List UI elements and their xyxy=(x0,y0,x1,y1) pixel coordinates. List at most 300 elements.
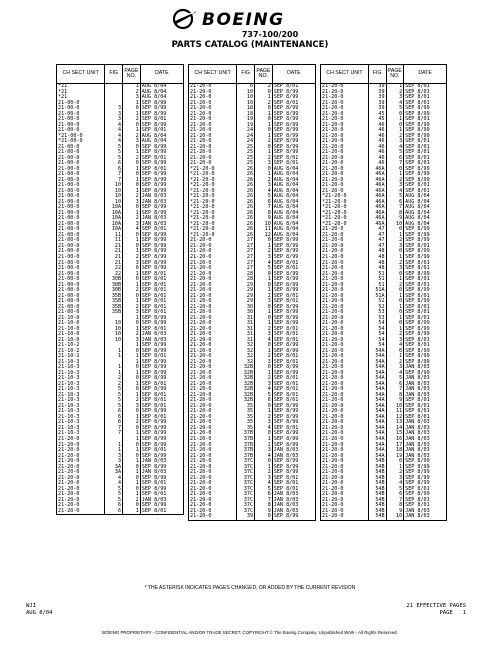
cell-fig: 54A xyxy=(368,443,386,449)
cell-ch-sect-unit: 21-10-0 xyxy=(57,316,105,322)
cell-fig: 54B xyxy=(368,476,386,482)
cell-fig: 6 xyxy=(105,503,123,509)
cell-date: SEP 8/99 xyxy=(272,244,315,250)
cell-fig: 54B xyxy=(368,514,386,520)
cell-date: SEP 8/99 xyxy=(272,128,315,134)
cell-ch-sect-unit: 21-20-0 xyxy=(189,238,237,244)
cell-page: 0 xyxy=(123,172,141,178)
header-page-no: PAGE NO. xyxy=(386,65,404,84)
cell-page: 0 xyxy=(255,514,273,520)
cell-date: JAN 8/03 xyxy=(140,200,183,206)
cell-fig: 5 xyxy=(105,150,123,156)
cell-date: SEP 8/01 xyxy=(272,354,315,360)
cell-fig: 27 xyxy=(237,255,255,261)
cell-ch-sect-unit: 21-20-0 xyxy=(57,492,105,498)
cell-date: SEP 8/99 xyxy=(140,238,183,244)
cell-fig: 6 xyxy=(105,415,123,421)
cell-page: 0 xyxy=(123,503,141,509)
cell-date: SEP 8/01 xyxy=(404,189,447,195)
cell-date: SEP 8/99 xyxy=(140,316,183,322)
cell-fig: 39 xyxy=(368,90,386,96)
cell-date: SEP 8/01 xyxy=(140,404,183,410)
cell-fig: 46 xyxy=(368,128,386,134)
cell-ch-sect-unit: 21-20-0 xyxy=(321,244,369,250)
cell-date: SEP 8/01 xyxy=(140,305,183,311)
cell-page: 1 xyxy=(123,112,141,118)
cell-ch-sect-unit: 21-20-0 xyxy=(189,382,237,388)
cell-date: SEP 8/01 xyxy=(404,398,447,404)
cell-date: JAN 8/03 xyxy=(404,514,447,520)
cell-ch-sect-unit: 21-20-0 xyxy=(189,514,237,520)
cell-fig: 19 xyxy=(237,123,255,129)
cell-page: 11 xyxy=(386,409,404,415)
cell-page: 0 xyxy=(386,227,404,233)
cell-date: SEP 8/01 xyxy=(140,288,183,294)
cell-page: 1 xyxy=(255,371,273,377)
cell-page: 0 xyxy=(123,426,141,432)
cell-ch-sect-unit: 21-20-0 xyxy=(189,387,237,393)
cell-page: 17 xyxy=(386,443,404,449)
cell-ch-sect-unit: 21-20-0 xyxy=(321,95,369,101)
cell-date: SEP 8/01 xyxy=(272,161,315,167)
cell-page: 1 xyxy=(123,84,141,90)
cell-page: 3 xyxy=(123,222,141,228)
cell-fig: 30B xyxy=(105,283,123,289)
cell-date: SEP 8/01 xyxy=(404,277,447,283)
cell-ch-sect-unit: 21-20-0 xyxy=(321,415,369,421)
cell-page: 9 xyxy=(386,398,404,404)
cell-page: 3 xyxy=(386,139,404,145)
cell-page: 0 xyxy=(123,365,141,371)
cell-page: 2 xyxy=(386,90,404,96)
cell-ch-sect-unit: *21-20-0 xyxy=(189,211,237,217)
cell-date: SEP 8/01 xyxy=(140,128,183,134)
cell-page: 1 xyxy=(386,327,404,333)
cell-date: SEP 8/99 xyxy=(272,415,315,421)
cell-ch-sect-unit: 21-10-3 xyxy=(57,371,105,377)
cell-ch-sect-unit: *21-20-0 xyxy=(189,233,237,239)
cell-page: 2 xyxy=(255,443,273,449)
cell-fig: 32 xyxy=(237,343,255,349)
cell-date: JAN 8/03 xyxy=(272,503,315,509)
cell-ch-sect-unit: 21-00-0 xyxy=(57,211,105,217)
cell-date: SEP 8/99 xyxy=(272,431,315,437)
cell-fig: 47 xyxy=(368,238,386,244)
cell-ch-sect-unit: 21-20-0 xyxy=(189,139,237,145)
cell-page: 0 xyxy=(386,167,404,173)
cell-ch-sect-unit: 21-20-0 xyxy=(189,261,237,267)
cell-ch-sect-unit: 21-20-0 xyxy=(321,514,369,520)
cell-date: SEP 8/99 xyxy=(140,178,183,184)
cell-fig: 54A xyxy=(368,360,386,366)
cell-date: SEP 8/99 xyxy=(140,409,183,415)
cell-page: 0 xyxy=(255,145,273,151)
cell-page: 1 xyxy=(255,150,273,156)
cell-ch-sect-unit: 21-00-0 xyxy=(57,266,105,272)
cell-page: 5 xyxy=(386,150,404,156)
cell-page: 2 xyxy=(386,360,404,366)
cell-fig: 3 xyxy=(105,112,123,118)
cell-page: 1 xyxy=(386,128,404,134)
cell-date: SEP 8/99 xyxy=(272,310,315,316)
cell-date: SEP 8/99 xyxy=(272,437,315,443)
cell-date: SEP 8/01 xyxy=(272,481,315,487)
footer-code: WJI xyxy=(26,603,36,609)
cell-page: 1 xyxy=(123,211,141,217)
cell-fig: 51 xyxy=(368,272,386,278)
cell-fig: 46A xyxy=(368,183,386,189)
header-ch-sect-unit: CH SECT UNIT xyxy=(321,65,369,84)
cell-page: 0 xyxy=(123,244,141,250)
cell-page: 0 xyxy=(255,128,273,134)
cell-page: 1 xyxy=(123,128,141,134)
cell-date: SEP 8/01 xyxy=(272,101,315,107)
cell-ch-sect-unit: 21-20-0 xyxy=(189,327,237,333)
cell-ch-sect-unit: 21-20-0 xyxy=(189,90,237,96)
cell-fig: 3 xyxy=(105,117,123,123)
cell-date: SEP 8/99 xyxy=(404,172,447,178)
cell-page: 2 xyxy=(123,194,141,200)
cell-date: SEP 8/01 xyxy=(140,294,183,300)
cell-date: AUG 8/04 xyxy=(404,216,447,222)
cell-page: 3 xyxy=(255,183,273,189)
cell-fig: 46 xyxy=(368,161,386,167)
cell-ch-sect-unit: 21-20-0 xyxy=(189,272,237,278)
cell-page: 3 xyxy=(123,261,141,267)
cell-fig: 29 xyxy=(237,294,255,300)
cell-date: SEP 8/99 xyxy=(272,90,315,96)
cell-page: 1 xyxy=(123,415,141,421)
cell-page: 5 xyxy=(386,487,404,493)
cell-page: 4 xyxy=(386,371,404,377)
cell-date: AUG 8/04 xyxy=(404,211,447,217)
cell-page: 1 xyxy=(123,393,141,399)
cell-ch-sect-unit: 21-10-3 xyxy=(57,431,105,437)
cell-date: SEP 8/01 xyxy=(404,294,447,300)
cell-date: AUG 8/04 xyxy=(272,216,315,222)
cell-ch-sect-unit: 21-20-0 xyxy=(321,128,369,134)
cell-ch-sect-unit: 21-20-0 xyxy=(321,459,369,465)
cell-ch-sect-unit: 21-20-0 xyxy=(321,454,369,460)
cell-date: SEP 8/99 xyxy=(404,459,447,465)
cell-page: 9 xyxy=(255,216,273,222)
cell-fig: 31 xyxy=(237,327,255,333)
cell-page: 3 xyxy=(123,95,141,101)
cell-fig: 48 xyxy=(368,249,386,255)
cell-date: SEP 8/01 xyxy=(272,299,315,305)
cell-date: SEP 8/01 xyxy=(272,338,315,344)
cell-page: 1 xyxy=(123,238,141,244)
cell-ch-sect-unit: 21-10-3 xyxy=(57,376,105,382)
cell-page: 4 xyxy=(386,101,404,107)
cell-fig: 32 xyxy=(237,349,255,355)
cell-date: SEP 8/01 xyxy=(404,310,447,316)
cell-date: AUG 8/04 xyxy=(404,205,447,211)
cell-fig: 26 xyxy=(237,227,255,233)
cell-ch-sect-unit: 21-20-0 xyxy=(321,272,369,278)
cell-ch-sect-unit: 21-20-0 xyxy=(321,84,369,90)
cell-ch-sect-unit: 21-00-0 xyxy=(57,106,105,112)
footer-effective-pages: 21 EFFECTIVE PAGES xyxy=(406,603,466,609)
cell-date: AUG 8/04 xyxy=(404,200,447,206)
cell-fig: 10A xyxy=(105,216,123,222)
cell-fig: 48 xyxy=(368,266,386,272)
cell-ch-sect-unit: 21-10-0 xyxy=(57,332,105,338)
cell-ch-sect-unit: 21-10-3 xyxy=(57,382,105,388)
cell-page: 5 xyxy=(386,376,404,382)
cell-page: 1 xyxy=(255,409,273,415)
cell-date: SEP 8/99 xyxy=(272,139,315,145)
cell-ch-sect-unit: 21-10-3 xyxy=(57,360,105,366)
cell-fig: 48 xyxy=(368,261,386,267)
cell-ch-sect-unit: 21-00-0 xyxy=(57,161,105,167)
cell-fig: 46A xyxy=(368,167,386,173)
cell-fig: 47 xyxy=(368,244,386,250)
cell-ch-sect-unit: 21-20-0 xyxy=(321,134,369,140)
cell-page: 3 xyxy=(386,95,404,101)
cell-ch-sect-unit: 21-20-0 xyxy=(189,156,237,162)
cell-page: 1 xyxy=(386,465,404,471)
cell-date: SEP 8/99 xyxy=(140,249,183,255)
table-header-row xyxy=(189,65,316,84)
cell-page: 1 xyxy=(123,150,141,156)
cell-fig: 31 xyxy=(237,316,255,322)
cell-ch-sect-unit: 21-20-0 xyxy=(321,448,369,454)
cell-page: 1 xyxy=(386,84,404,90)
cell-ch-sect-unit: 21-20-0 xyxy=(189,509,237,515)
cell-ch-sect-unit: 21-20-0 xyxy=(189,277,237,283)
cell-fig: 35 xyxy=(237,415,255,421)
cell-fig: 4 xyxy=(105,139,123,145)
cell-ch-sect-unit: 21-00-0 xyxy=(57,167,105,173)
cell-date: SEP 8/01 xyxy=(272,332,315,338)
cell-fig: 46 xyxy=(368,145,386,151)
cell-fig: 53 xyxy=(368,310,386,316)
cell-fig: 32B xyxy=(237,371,255,377)
cell-page: 1 xyxy=(123,249,141,255)
cell-fig: 46A xyxy=(368,216,386,222)
header-fig: FIG xyxy=(368,65,386,84)
cell-fig: 6 xyxy=(105,420,123,426)
footer-right xyxy=(406,603,466,617)
cell-ch-sect-unit: 21-20-0 xyxy=(321,338,369,344)
cell-date: SEP 8/99 xyxy=(404,255,447,261)
cell-date: SEP 8/99 xyxy=(272,272,315,278)
cell-date: JAN 8/03 xyxy=(404,420,447,426)
cell-page: 8 xyxy=(386,503,404,509)
cell-date: SEP 8/99 xyxy=(140,503,183,509)
cell-page: 2 xyxy=(123,288,141,294)
cell-ch-sect-unit: 21-20-0 xyxy=(189,409,237,415)
cell-date: SEP 8/01 xyxy=(404,409,447,415)
cell-fig: 21 xyxy=(105,249,123,255)
cell-fig: 1 xyxy=(105,365,123,371)
cell-page: 1 xyxy=(123,382,141,388)
cell-fig: 10A xyxy=(105,222,123,228)
cell-ch-sect-unit: 21-20-0 xyxy=(321,117,369,123)
cell-ch-sect-unit: 21-00-0 xyxy=(57,283,105,289)
cell-date: JAN 8/03 xyxy=(404,376,447,382)
cell-fig: 37C xyxy=(237,470,255,476)
cell-page: 1 xyxy=(123,360,141,366)
cell-page: 1 xyxy=(386,277,404,283)
cell-page: 3 xyxy=(386,244,404,250)
cell-page: 6 xyxy=(386,382,404,388)
cell-page: 2 xyxy=(386,332,404,338)
cell-date: JAN 8/03 xyxy=(404,393,447,399)
cell-date: AUG 8/04 xyxy=(272,167,315,173)
cell-page: 0 xyxy=(255,459,273,465)
cell-page: 6 xyxy=(255,200,273,206)
cell-ch-sect-unit: *21-20-0 xyxy=(321,205,369,211)
cell-page: 5 xyxy=(386,106,404,112)
cell-date: SEP 8/01 xyxy=(404,101,447,107)
cell-page: 1 xyxy=(255,288,273,294)
cell-ch-sect-unit: 21-00-0 xyxy=(57,305,105,311)
cell-page: 0 xyxy=(123,321,141,327)
cell-page: 0 xyxy=(386,288,404,294)
cell-date: SEP 8/99 xyxy=(140,465,183,471)
cell-ch-sect-unit: 21-10-0 xyxy=(57,338,105,344)
cell-ch-sect-unit: 21-00-0 xyxy=(57,117,105,123)
cell-fig: 26 xyxy=(237,205,255,211)
cell-date: AUG 8/04 xyxy=(272,189,315,195)
cell-fig: 28 xyxy=(237,272,255,278)
cell-page: 0 xyxy=(386,123,404,129)
cell-ch-sect-unit: 21-20-0 xyxy=(321,238,369,244)
cell-page: 1 xyxy=(123,283,141,289)
cell-date: SEP 8/99 xyxy=(140,101,183,107)
cell-date: SEP 8/01 xyxy=(404,95,447,101)
cell-fig: 5 xyxy=(105,156,123,162)
cell-date: SEP 8/99 xyxy=(272,134,315,140)
cell-fig: 37C xyxy=(237,492,255,498)
cell-ch-sect-unit: 21-10-3 xyxy=(57,404,105,410)
asterisk-note: * THE ASTERISK INDICATES PAGES CHANGED, OR ADDED BY THE CURRENT REVISION xyxy=(144,585,356,591)
table-row xyxy=(189,514,316,520)
cell-date: SEP 8/01 xyxy=(272,376,315,382)
cell-ch-sect-unit: 21-20-0 xyxy=(321,327,369,333)
cell-fig: 37C xyxy=(237,503,255,509)
cell-fig: 10A xyxy=(105,205,123,211)
cell-fig: 39 xyxy=(368,95,386,101)
cell-date: SEP 8/01 xyxy=(272,360,315,366)
cell-date: JAN 8/03 xyxy=(140,338,183,344)
cell-page: 0 xyxy=(123,161,141,167)
cell-fig: 45 xyxy=(368,117,386,123)
cell-page: 8 xyxy=(255,503,273,509)
cell-fig: 26 xyxy=(237,211,255,217)
cell-fig: 39 xyxy=(368,101,386,107)
cell-date: JAN 8/03 xyxy=(404,365,447,371)
cell-page: 1 xyxy=(386,255,404,261)
cell-date: JAN 8/03 xyxy=(404,443,447,449)
cell-date: SEP 8/99 xyxy=(404,481,447,487)
cell-page: 1 xyxy=(123,481,141,487)
cell-ch-sect-unit: 21-00-0 xyxy=(57,294,105,300)
cell-fig: 35B xyxy=(105,294,123,300)
cell-ch-sect-unit: 21-20-0 xyxy=(189,365,237,371)
cell-date: SEP 8/99 xyxy=(140,106,183,112)
cell-fig: 26 xyxy=(237,189,255,195)
cell-date: SEP 8/99 xyxy=(404,112,447,118)
cell-ch-sect-unit: 21-20-0 xyxy=(189,255,237,261)
cell-ch-sect-unit: 21-20-0 xyxy=(189,492,237,498)
cell-date: SEP 8/01 xyxy=(272,261,315,267)
cell-page: 0 xyxy=(255,316,273,322)
cell-page: 0 xyxy=(386,459,404,465)
effective-pages-column-2 xyxy=(188,64,316,521)
cell-date: SEP 8/01 xyxy=(272,476,315,482)
cell-date: SEP 8/01 xyxy=(404,244,447,250)
cell-fig: 35 xyxy=(237,426,255,432)
cell-ch-sect-unit: 21-20-0 xyxy=(189,283,237,289)
cell-date: SEP 8/99 xyxy=(404,123,447,129)
cell-date: SEP 8/99 xyxy=(404,349,447,355)
cell-ch-sect-unit: 21-20-0 xyxy=(321,354,369,360)
cell-ch-sect-unit: 21-20-0 xyxy=(189,288,237,294)
cell-fig: 37C xyxy=(237,459,255,465)
cell-ch-sect-unit: 21-00-0 xyxy=(57,189,105,195)
cell-page: 2 xyxy=(386,261,404,267)
cell-ch-sect-unit: 21-20-0 xyxy=(321,277,369,283)
cell-fig: 32 xyxy=(237,360,255,366)
cell-page: 0 xyxy=(255,431,273,437)
cell-ch-sect-unit: *21 xyxy=(57,95,105,101)
cell-date: SEP 8/01 xyxy=(404,90,447,96)
cell-page: 7 xyxy=(386,161,404,167)
cell-ch-sect-unit: 21-10-3 xyxy=(57,420,105,426)
cell-date: SEP 8/01 xyxy=(272,294,315,300)
cell-page: 2 xyxy=(255,354,273,360)
cell-ch-sect-unit: 21-00-0 xyxy=(57,172,105,178)
cell-fig: 30B xyxy=(105,288,123,294)
cell-page: 2 xyxy=(123,255,141,261)
cell-ch-sect-unit: 21-00-0 xyxy=(57,123,105,129)
cell-ch-sect-unit: 21-20-0 xyxy=(321,371,369,377)
cell-ch-sect-unit: 21-20-0 xyxy=(57,437,105,443)
cell-ch-sect-unit: 21-20-0 xyxy=(57,470,105,476)
cell-page: 0 xyxy=(255,238,273,244)
cell-ch-sect-unit: 21-20-0 xyxy=(189,420,237,426)
cell-page: 16 xyxy=(386,437,404,443)
cell-ch-sect-unit: 21-20-0 xyxy=(321,156,369,162)
cell-fig: 54A xyxy=(368,349,386,355)
cell-ch-sect-unit: *21-20-0 xyxy=(189,222,237,228)
cell-page: 0 xyxy=(255,305,273,311)
cell-ch-sect-unit: *21-20-0 xyxy=(189,227,237,233)
cell-date: SEP 8/99 xyxy=(272,459,315,465)
cell-ch-sect-unit: *21-20-0 xyxy=(189,216,237,222)
cell-fig: 6 xyxy=(105,409,123,415)
cell-page: 0 xyxy=(123,387,141,393)
cell-date: SEP 8/01 xyxy=(140,415,183,421)
cell-fig: 54A xyxy=(368,371,386,377)
cell-date: AUG 8/04 xyxy=(272,233,315,239)
cell-date: SEP 8/99 xyxy=(272,288,315,294)
cell-ch-sect-unit: 21-00-0 xyxy=(57,310,105,316)
cell-fig: 5 xyxy=(105,492,123,498)
cell-page: 0 xyxy=(255,283,273,289)
cell-date: AUG 8/04 xyxy=(404,194,447,200)
cell-date: SEP 8/01 xyxy=(404,338,447,344)
cell-ch-sect-unit: 21-20-0 xyxy=(189,145,237,151)
cell-date: SEP 8/99 xyxy=(272,277,315,283)
cell-page: 4 xyxy=(386,481,404,487)
cell-fig: 54B xyxy=(368,487,386,493)
cell-page: 4 xyxy=(255,481,273,487)
cell-page: 1 xyxy=(255,172,273,178)
